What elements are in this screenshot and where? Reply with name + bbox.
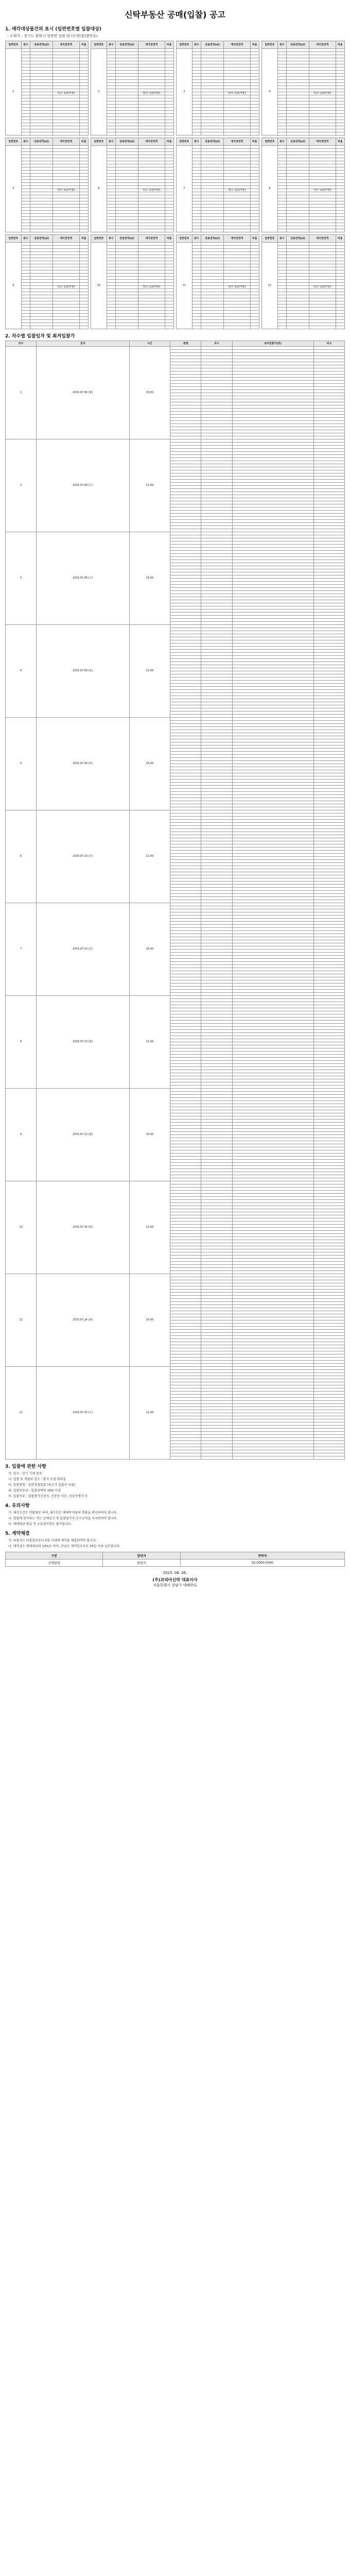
unit-header-cell: 대지권면적 — [53, 41, 79, 49]
unit-cell — [30, 326, 53, 329]
unit-table — [5, 234, 89, 329]
schedule-time: 11:00 — [129, 1367, 170, 1460]
unit-cell — [30, 229, 53, 232]
unit-header-cell: 비율 — [79, 138, 88, 146]
unit-group-label: 4 — [262, 49, 278, 135]
document-page — [5, 0, 345, 1588]
unit-header-cell: 대지권면적 — [53, 138, 79, 146]
unit-cell — [138, 229, 165, 232]
unit-cell — [336, 229, 344, 232]
unit-cell — [287, 132, 309, 135]
text-line: 가. 낙찰자는 낙찰일로부터 5일 이내에 계약을 체결하여야 합니다. — [8, 1539, 97, 1543]
schedule-time: 15:00 — [129, 347, 170, 439]
unit-cell — [192, 132, 201, 135]
unit-cell — [250, 326, 259, 329]
unit-group-label: 2 — [91, 49, 107, 135]
unit-group-label: 9 — [6, 243, 22, 329]
unit-cell — [79, 132, 88, 135]
unit-header-cell: 층수 — [21, 41, 30, 49]
unit-header-cell: 대지권면적 — [309, 41, 336, 49]
unit-cell: 72구 1/2(비율) — [138, 92, 165, 95]
unit-header-cell: 비율 — [336, 41, 344, 49]
unit-header-cell: 비율 — [336, 235, 344, 243]
section2-heading: 2. 차수별 입찰일자 및 최저입찰가 — [5, 334, 75, 339]
unit-cell — [53, 132, 79, 135]
unit-cell: 72구 1/2(비율) — [309, 92, 336, 95]
unit-header-cell: 일련번호 — [6, 235, 22, 243]
unit-header-cell: 층수 — [277, 235, 286, 243]
unit-table — [91, 41, 174, 135]
schedule-header-cell: 최저입찰가(원) — [232, 341, 313, 347]
schedule-date: 2015.07.09 (목) — [37, 625, 129, 718]
unit-header-cell: 비율 — [250, 138, 259, 146]
schedule-cell — [201, 1456, 232, 1460]
unit-header-cell: 대지권면적 — [309, 138, 336, 146]
schedule-round: 1 — [6, 347, 37, 439]
unit-cell — [21, 326, 30, 329]
schedule-header-cell: 일자 — [37, 341, 129, 347]
schedule-round: 4 — [6, 625, 37, 718]
unit-header-cell: 일련번호 — [177, 138, 192, 146]
unit-group-label: 7 — [177, 146, 192, 232]
unit-header-cell: 비율 — [165, 138, 173, 146]
contact-header-cell: 구분 — [6, 1552, 103, 1560]
unit-header-cell: 전용면적(㎡) — [287, 41, 309, 49]
text-line: 나. 계약금은 매매대금의 10%로 하며, 잔금은 계약일로부터 30일 이내 납부합니다. — [8, 1545, 120, 1548]
text-line: 라. 입찰보증금 : 입찰금액의 10% 이상 — [8, 1489, 61, 1493]
unit-header-cell: 일련번호 — [91, 235, 107, 243]
unit-cell — [250, 132, 259, 135]
unit-cell — [165, 132, 173, 135]
unit-table — [176, 41, 259, 135]
unit-cell — [79, 229, 88, 232]
contact-header-cell: 연락처 — [180, 1552, 344, 1560]
text-line: 가. 매각조건은 현황대로 하며, 매수인은 매매목적물의 현황을 확인하여야 합니다. — [8, 1511, 118, 1515]
unit-header-cell: 대지권면적 — [138, 138, 165, 146]
unit-tables — [5, 41, 345, 329]
unit-cell — [309, 326, 336, 329]
schedule-date: 2015.07.09 (목) — [37, 718, 129, 810]
unit-header-cell: 대지권면적 — [53, 235, 79, 243]
unit-cell — [277, 229, 286, 232]
unit-cell — [224, 132, 250, 135]
schedule-header-cell: 시간 — [129, 341, 170, 347]
unit-cell — [336, 132, 344, 135]
unit-cell — [309, 229, 336, 232]
schedule-date: 2015.07.08 (수) — [37, 532, 129, 625]
unit-cell: 72구 1/2(비율) — [53, 189, 79, 192]
unit-header-cell: 전용면적(㎡) — [201, 235, 224, 243]
unit-cell — [192, 326, 201, 329]
contact-table — [5, 1552, 345, 1567]
unit-header-cell: 층수 — [107, 41, 115, 49]
schedule-date: 2015.07.13 (월) — [37, 996, 129, 1089]
unit-cell: 72구 1/2(비율) — [53, 92, 79, 95]
unit-header-cell: 일련번호 — [91, 138, 107, 146]
section5-heading: 5. 계약체결 — [5, 1531, 30, 1536]
unit-cell — [277, 326, 286, 329]
unit-header-cell: 대지권면적 — [224, 138, 250, 146]
unit-header-cell: 대지권면적 — [224, 235, 250, 243]
text-line: 나. 입찰에 참가하는 자는 공매공고 및 입찰참가자 준수규칙을 숙지하여야 합니다. — [8, 1517, 118, 1520]
unit-header-cell: 전용면적(㎡) — [201, 41, 224, 49]
unit-header-cell: 일련번호 — [6, 41, 22, 49]
unit-header-cell: 층수 — [21, 138, 30, 146]
unit-cell — [138, 326, 165, 329]
schedule-round: 10 — [6, 1181, 37, 1274]
unit-group-label: 3 — [177, 49, 192, 135]
unit-header-cell: 비율 — [250, 235, 259, 243]
section4-body — [8, 1511, 345, 1527]
section3-body — [8, 1471, 345, 1499]
contact-header-cell: 담당자 — [103, 1552, 180, 1560]
schedule-round: 2 — [6, 439, 37, 532]
unit-header-cell: 비율 — [165, 41, 173, 49]
schedule-header-cell: 차수 — [6, 341, 37, 347]
schedule-date: 2015.07.15 (수) — [37, 1367, 129, 1460]
unit-cell — [138, 132, 165, 135]
schedule-date: 2015.07.14 (화) — [37, 1274, 129, 1367]
schedule-cell — [170, 1456, 201, 1460]
section5-body — [8, 1538, 345, 1549]
text-line: 가. 일시 : 상기 기재 참조 — [8, 1472, 42, 1476]
unit-header-cell: 층수 — [192, 138, 201, 146]
schedule-time: 11:00 — [129, 810, 170, 903]
schedule-date: 2015.07.14 (화) — [37, 1181, 129, 1274]
unit-cell — [107, 229, 115, 232]
unit-cell — [192, 229, 201, 232]
unit-cell — [165, 326, 173, 329]
schedule-time: 11:00 — [129, 1181, 170, 1274]
schedule-table — [5, 341, 345, 1460]
schedule-round: 5 — [6, 718, 37, 810]
schedule-time: 11:00 — [129, 625, 170, 718]
section1-heading: 1. 매각대상물건의 표시 (일련번호별 입찰대상) — [5, 27, 101, 32]
schedule-round: 7 — [6, 903, 37, 996]
schedule-date: 2015.07.13 (월) — [37, 1089, 129, 1181]
section3-heading: 3. 입찰에 관한 사항 — [5, 1464, 46, 1469]
unit-cell — [107, 132, 115, 135]
unit-header-cell: 일련번호 — [262, 138, 278, 146]
contact-row — [6, 1560, 345, 1567]
unit-header-cell: 일련번호 — [177, 235, 192, 243]
schedule-round: 12 — [6, 1367, 37, 1460]
unit-cell — [107, 326, 115, 329]
unit-cell — [201, 326, 224, 329]
unit-cell — [116, 326, 138, 329]
unit-cell: 72구 1/2(비율) — [224, 286, 250, 289]
unit-header-cell: 층수 — [277, 138, 286, 146]
unit-group-label: 6 — [91, 146, 107, 232]
footer-address: 서울특별시 강남구 테헤란로 — [153, 1583, 197, 1587]
schedule-round: 11 — [6, 1274, 37, 1367]
schedule-cell — [313, 1456, 344, 1460]
unit-cell: 72구 1/2(비율) — [224, 92, 250, 95]
section1-note: - 소재지 : 경기도 평택시 청북면 일원 외 (도면(층)별번호) — [7, 34, 98, 38]
unit-table — [91, 138, 174, 232]
schedule-time: 15:00 — [129, 1274, 170, 1367]
schedule-date: 2015.07.10 (금) — [37, 903, 129, 996]
unit-cell — [287, 326, 309, 329]
unit-table — [176, 138, 259, 232]
unit-header-cell: 비율 — [79, 235, 88, 243]
unit-header-cell: 일련번호 — [262, 235, 278, 243]
unit-group-label: 1 — [6, 49, 22, 135]
unit-cell — [201, 229, 224, 232]
text-line: 마. 입찰서류 : 입찰참가신청서, 신분증 사본, 인감증명서 등 — [8, 1495, 88, 1498]
unit-cell — [336, 326, 344, 329]
unit-cell: 72구 1/2(비율) — [53, 286, 79, 289]
unit-header-cell: 전용면적(㎡) — [116, 138, 138, 146]
schedule-time: 11:00 — [129, 996, 170, 1089]
unit-cell — [277, 132, 286, 135]
schedule-header-cell: 호수 — [201, 341, 232, 347]
unit-header-cell: 전용면적(㎡) — [116, 41, 138, 49]
unit-cell: 72구 1/2(비율) — [309, 286, 336, 289]
unit-group-label: 8 — [262, 146, 278, 232]
unit-header-cell: 대지권면적 — [309, 235, 336, 243]
unit-header-cell: 전용면적(㎡) — [116, 235, 138, 243]
text-line: 나. 입찰 및 개찰의 장소 : 당사 본점 회의실 — [8, 1478, 66, 1481]
unit-header-cell: 전용면적(㎡) — [287, 235, 309, 243]
schedule-round: 3 — [6, 532, 37, 625]
unit-table — [176, 234, 259, 329]
unit-header-cell: 전용면적(㎡) — [287, 138, 309, 146]
unit-cell — [116, 229, 138, 232]
unit-header-cell: 층수 — [192, 235, 201, 243]
unit-header-cell: 대지권면적 — [224, 41, 250, 49]
unit-header-cell: 대지권면적 — [138, 41, 165, 49]
schedule-date: 2015.07.06 (월) — [37, 347, 129, 439]
section4-heading: 4. 유의사항 — [5, 1503, 30, 1509]
unit-header-cell: 층수 — [192, 41, 201, 49]
unit-header-cell: 층수 — [107, 235, 115, 243]
unit-cell — [309, 132, 336, 135]
schedule-time: 15:00 — [129, 532, 170, 625]
contact-cell: 공매담당 — [6, 1560, 103, 1567]
unit-cell — [116, 132, 138, 135]
schedule-time: 11:00 — [129, 439, 170, 532]
schedule-header-cell: 비고 — [313, 341, 344, 347]
unit-header-cell: 층수 — [21, 235, 30, 243]
unit-cell — [21, 229, 30, 232]
unit-table — [5, 41, 89, 135]
unit-group-label: 5 — [6, 146, 22, 232]
schedule-cell — [232, 1456, 313, 1460]
unit-cell — [53, 326, 79, 329]
unit-header-cell: 일련번호 — [262, 41, 278, 49]
unit-header-cell: 비율 — [79, 41, 88, 49]
unit-cell — [30, 132, 53, 135]
schedule-header-cell: 층별 — [170, 341, 201, 347]
unit-table — [261, 41, 345, 135]
unit-header-cell: 전용면적(㎡) — [201, 138, 224, 146]
unit-header-cell: 층수 — [277, 41, 286, 49]
footer-org: (주)코리아신탁 대표이사 — [152, 1578, 198, 1582]
unit-cell — [224, 326, 250, 329]
unit-header-cell: 전용면적(㎡) — [30, 235, 53, 243]
schedule-date: 2015.07.08 (수) — [37, 439, 129, 532]
unit-table — [5, 138, 89, 232]
unit-header-cell: 층수 — [107, 138, 115, 146]
unit-cell — [79, 326, 88, 329]
contact-cell: 담당자 — [103, 1560, 180, 1567]
unit-header-cell: 전용면적(㎡) — [30, 138, 53, 146]
text-line: 다. 입찰방법 : 일반경쟁입찰 (최고가 입찰자 낙찰) — [8, 1483, 76, 1487]
unit-group-label: 10 — [91, 243, 107, 329]
unit-cell — [165, 229, 173, 232]
schedule-round: 6 — [6, 810, 37, 903]
text-line: 다. 매매대금 완납 전 소유권이전은 불가합니다. — [8, 1522, 72, 1526]
unit-group-label: 11 — [177, 243, 192, 329]
schedule-time: 15:00 — [129, 903, 170, 996]
unit-cell — [287, 229, 309, 232]
unit-cell: 72구 1/2(비율) — [224, 189, 250, 192]
schedule-round: 8 — [6, 996, 37, 1089]
schedule-date: 2015.07.10 (금) — [37, 810, 129, 903]
unit-group-label: 12 — [262, 243, 278, 329]
unit-cell: 72구 1/2(비율) — [309, 189, 336, 192]
unit-header-cell: 전용면적(㎡) — [30, 41, 53, 49]
footer — [5, 1571, 345, 1588]
unit-cell — [250, 229, 259, 232]
unit-header-cell: 대지권면적 — [138, 235, 165, 243]
schedule-time: 15:00 — [129, 718, 170, 810]
unit-cell: 72구 1/2(비율) — [138, 286, 165, 289]
unit-cell — [201, 132, 224, 135]
unit-table — [261, 234, 345, 329]
unit-header-cell: 비율 — [336, 138, 344, 146]
unit-header-cell: 일련번호 — [6, 138, 22, 146]
schedule-round: 9 — [6, 1089, 37, 1181]
unit-cell — [21, 132, 30, 135]
unit-header-cell: 비율 — [165, 235, 173, 243]
unit-table — [261, 138, 345, 232]
unit-cell — [224, 229, 250, 232]
contact-cell: 02-0000-0000 — [180, 1560, 344, 1567]
page-title: 신탁부동산 공매(입찰) 공고 — [125, 10, 225, 20]
footer-date: 2015. 06. 26. — [163, 1571, 187, 1575]
unit-header-cell: 일련번호 — [91, 41, 107, 49]
unit-cell: 72구 1/2(비율) — [138, 189, 165, 192]
schedule-time: 15:00 — [129, 1089, 170, 1181]
unit-table — [91, 234, 174, 329]
unit-header-cell: 비율 — [250, 41, 259, 49]
unit-cell — [53, 229, 79, 232]
unit-header-cell: 일련번호 — [177, 41, 192, 49]
